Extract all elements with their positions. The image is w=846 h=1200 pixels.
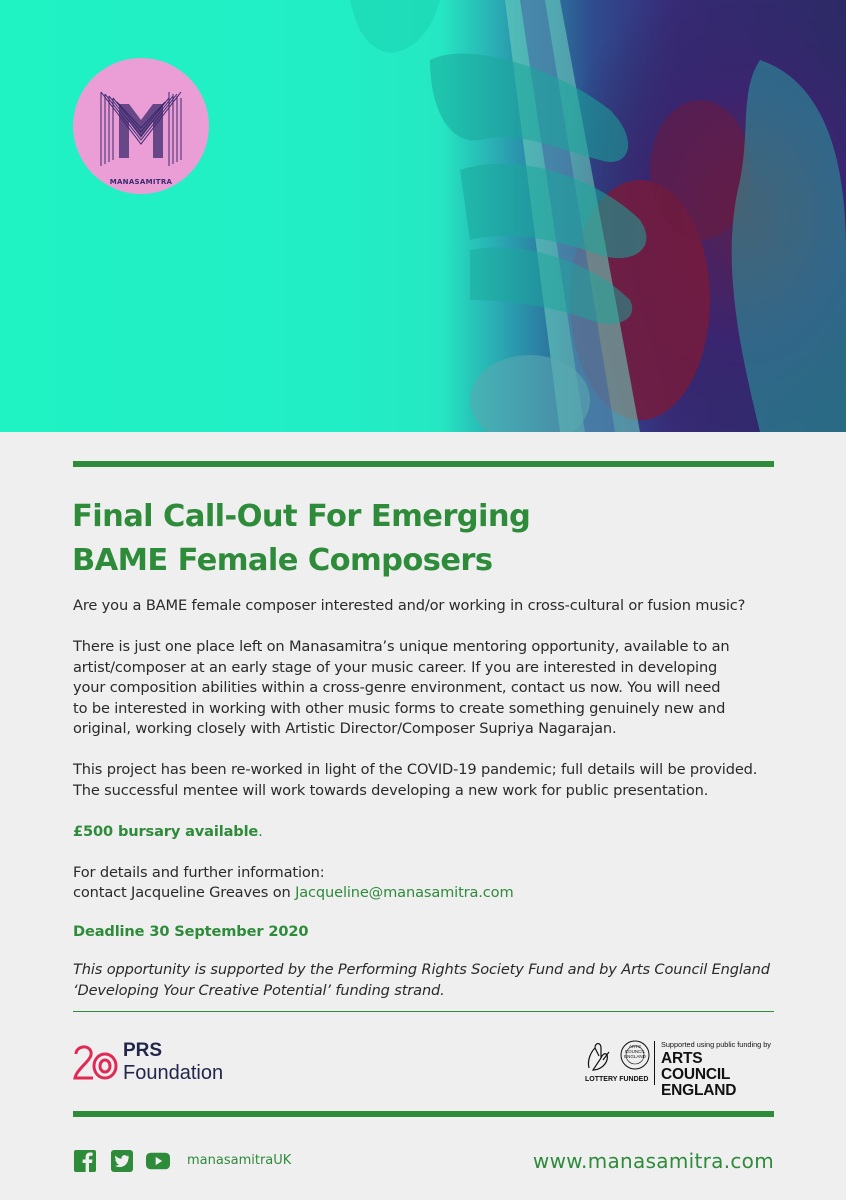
prs-20-icon [73,1042,119,1084]
bursary-text: £500 bursary available [73,822,259,840]
prs-subtitle: Foundation [123,1062,224,1084]
contact-paragraph [73,863,775,904]
intro-paragraph [73,596,775,617]
mentoring-line: to be interested in working with other music forms to create something genuinely new and [73,699,726,717]
bursary-line [73,822,775,843]
footer-divider [73,1111,774,1117]
mentoring-line: original, working closely with Artistic Director/Composer Supriya Nagarajan. [73,720,617,737]
sponsor-divider [73,1011,774,1012]
body-copy [73,596,775,1001]
prs-foundation-logo [73,1040,273,1088]
covid-line: The successful mentee will work towards developing a new work for public presentation. [73,781,709,799]
page-title [72,495,772,583]
support-note [73,960,775,1001]
mentoring-paragraph [73,637,775,740]
mentoring-line: There is just one place left on Manasamitra’s unique mentoring opportunity, available to an [73,638,730,655]
covid-line: This project has been re-worked in light of the COVID-19 pandemic; full details will be provided. [73,761,758,778]
top-divider [73,461,774,467]
lottery-funded: LOTTERY FUNDED [585,1076,649,1083]
ace-name-line-1: ARTS COUNCIL [661,1050,731,1083]
bursary-period: . [258,822,263,840]
manasamitra-logo [73,58,209,194]
mentoring-line: artist/composer at an early stage of your music career. If you are interested in developing [73,658,718,676]
twitter-icon[interactable] [110,1150,134,1172]
title-line-1: Final Call-Out For Emerging [72,499,531,534]
hero-image [0,0,846,432]
facebook-icon[interactable] [73,1150,97,1172]
arts-council-logo [585,1038,775,1099]
logo-m-icon [73,58,209,194]
deadline: Deadline 30 September 2020 [73,922,309,940]
email-link[interactable]: Jacqueline@manasamitra.com [295,884,514,901]
ace-name-line-2: ENGLAND [661,1082,737,1099]
support-line: ‘Developing Your Creative Potential’ funding strand. [73,981,445,999]
title-line-2: BAME Female Composers [72,543,493,578]
social-handle[interactable]: manasamitraUK [187,1153,292,1168]
intro-line: Are you a BAME female composer interested and/or working in cross-cultural or fusion music? [73,597,746,614]
website-link[interactable]: www.manasamitra.com [532,1149,774,1173]
ace-ring-text: ARTS COUNCIL ENGLAND [624,1044,646,1059]
ace-divider [654,1041,655,1085]
ace-name [661,1051,775,1099]
prs-title: PRS [123,1040,163,1061]
mentoring-line: your composition abilities within a cross-genre environment, contact us now. You will need [73,679,721,696]
contact-line-1: For details and further information: [73,863,325,881]
youtube-icon[interactable] [146,1150,170,1172]
contact-prefix: contact Jacqueline Greaves on [73,884,296,901]
support-line: This opportunity is supported by the Performing Rights Society Fund and by Arts Council England [73,961,770,978]
ace-supported-by: Supported using public funding by [661,1040,771,1049]
covid-paragraph [73,760,775,801]
logo-wordmark: MANASAMITRA [109,178,173,186]
